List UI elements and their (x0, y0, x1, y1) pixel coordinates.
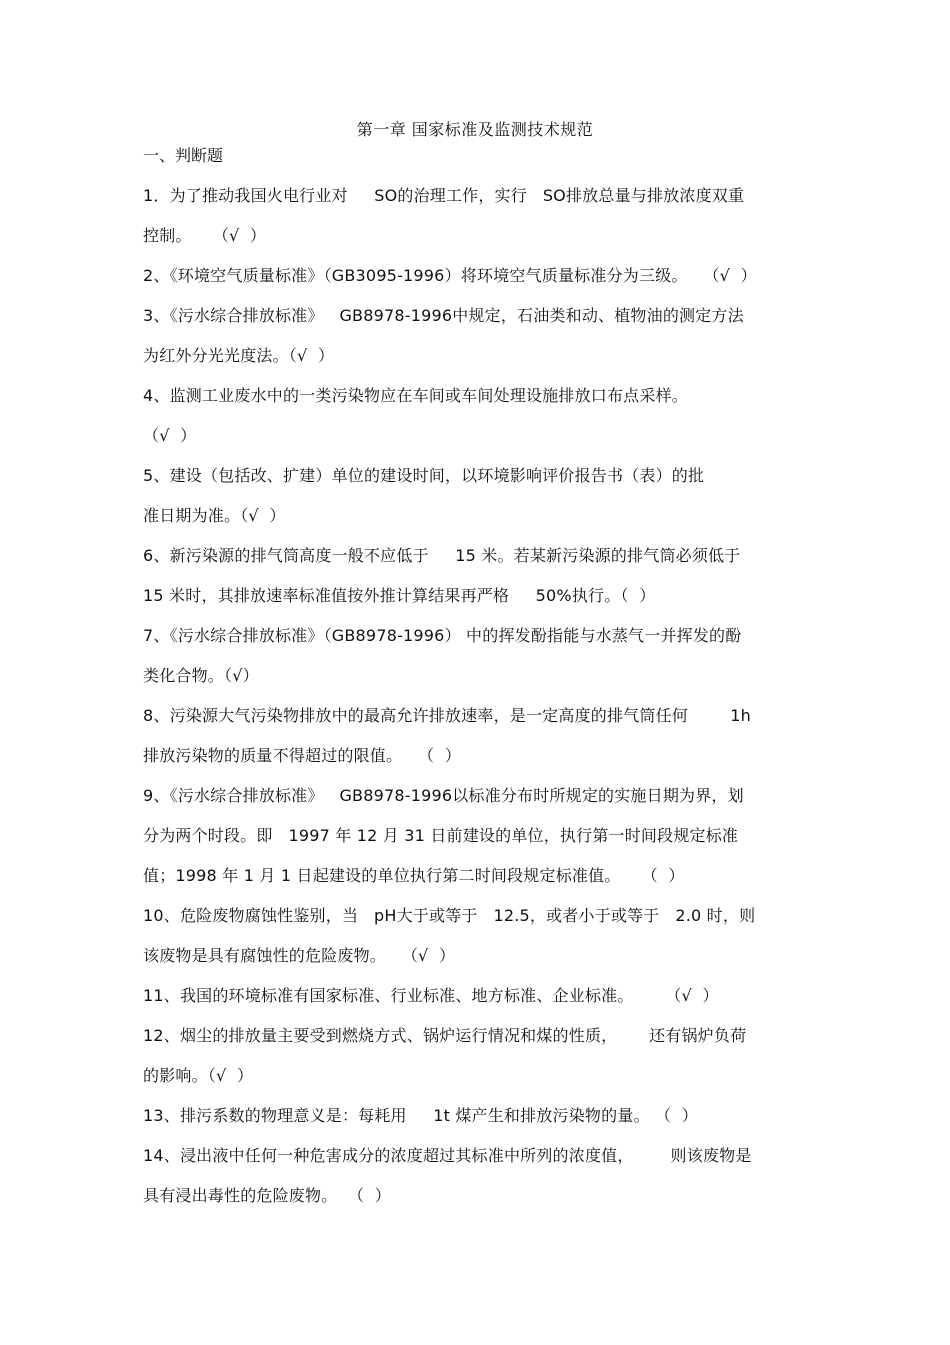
question-text-line: 排放污染物的质量不得超过的限值。 （ ） (143, 746, 462, 765)
question-item (143, 1016, 811, 1096)
question-item (143, 176, 811, 256)
question-text-line: 值；1998 年 1 月 1 日起建设的单位执行第二时间段规定标准值。 （ ） (143, 866, 685, 885)
question-text-line: 6、新污染源的排气筒高度一般不应低于 15 米。若某新污染源的排气筒必须低于 (143, 546, 741, 565)
question-text-line: 该废物是具有腐蚀性的危险废物。 （√ ） (143, 946, 456, 965)
question-item (143, 616, 811, 696)
question-item (143, 976, 811, 1016)
question-item (143, 456, 811, 536)
question-item (143, 896, 811, 976)
question-text-line: 14、浸出液中任何一种危害成分的浓度超过其标准中所列的浓度值， 则该废物是 (143, 1146, 752, 1165)
question-text-line: 12、烟尘的排放量主要受到燃烧方式、锅炉运行情况和煤的性质， 还有锅炉负荷 (143, 1026, 747, 1045)
question-text-line: 1．为了推动我国火电行业对 SO的治理工作，实行 SO排放总量与排放浓度双重 (143, 186, 745, 205)
question-text-line: 11、我国的环境标准有国家标准、行业标准、地方标准、企业标准。 （√ ） (143, 986, 719, 1005)
question-text-line: （√ ） (143, 426, 197, 445)
question-text-line: 10、危险废物腐蚀性鉴别，当 pH大于或等于 12.5，或者小于或等于 2.0 时，则 (143, 906, 756, 925)
question-list (143, 176, 811, 1216)
question-text-line: 3、《污水综合排放标准》 GB8978-1996中规定，石油类和动、植物油的测定方法 (143, 306, 744, 325)
question-item (143, 296, 811, 376)
question-text-line: 9、《污水综合排放标准》 GB8978-1996以标准分布时所规定的实施日期为界，划 (143, 786, 744, 805)
question-text-line: 控制。 （√ ） (143, 226, 267, 245)
question-item (143, 1136, 811, 1216)
question-text-line: 2、《环境空气质量标准》（GB3095-1996）将环境空气质量标准分为三级。 （√ ） (143, 266, 757, 285)
question-item (143, 1096, 811, 1136)
question-item (143, 376, 811, 456)
question-item (143, 536, 811, 616)
section-heading: 一、判断题 (143, 146, 224, 165)
question-item (143, 776, 811, 896)
question-text-line: 具有浸出毒性的危险废物。 （ ） (143, 1186, 391, 1205)
question-text-line: 5、建设（包括改、扩建）单位的建设时间，以环境影响评价报告书（表）的批 (143, 466, 705, 485)
question-text-line: 类化合物。（√） (143, 666, 259, 685)
question-text-line: 准日期为准。（√ ） (143, 506, 286, 525)
question-item (143, 256, 811, 296)
question-text-line: 为红外分光光度法。（√ ） (143, 346, 335, 365)
question-text-line: 8、污染源大气污染物排放中的最高允许排放速率，是一定高度的排气筒任何 1h (143, 706, 751, 725)
question-text-line: 的影响。（√ ） (143, 1066, 254, 1085)
question-text-line: 4、监测工业废水中的一类污染物应在车间或车间处理设施排放口布点采样。 (143, 386, 688, 405)
question-text-line: 分为两个时段。即 1997 年 12 月 31 日前建设的单位，执行第一时间段规定标准 (143, 826, 739, 845)
chapter-title: 第一章 国家标准及监测技术规范 (356, 120, 594, 139)
question-item (143, 696, 811, 776)
question-text-line: 13、排污系数的物理意义是：每耗用 1t 煤产生和排放污染物的量。 （ ） (143, 1106, 698, 1125)
question-text-line: 15 米时，其排放速率标准值按外推计算结果再严格 50%执行。（ ） (143, 586, 656, 605)
question-text-line: 7、《污水综合排放标准》（GB8978-1996） 中的挥发酚指能与水蒸气一并挥发的酚 (143, 626, 742, 645)
